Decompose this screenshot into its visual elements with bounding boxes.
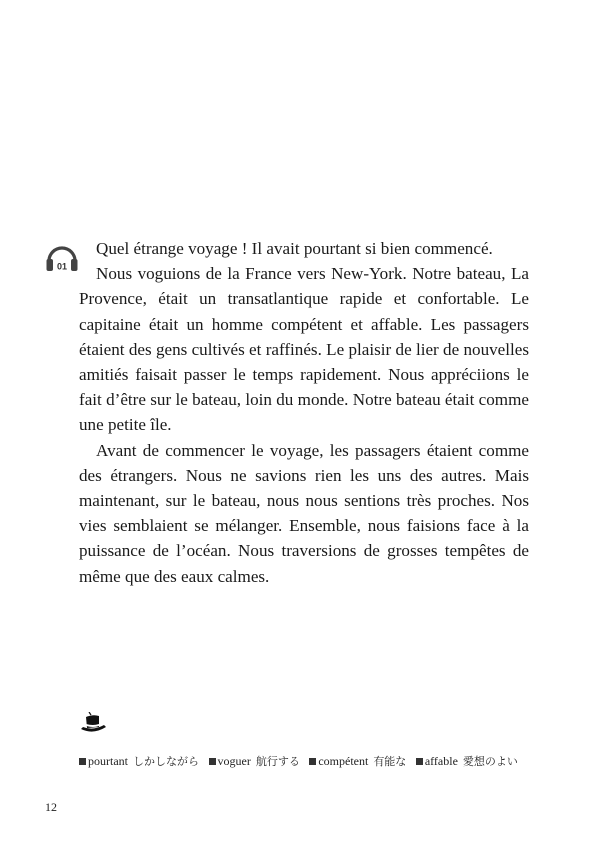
vocab-item: compétent 有能な (309, 755, 406, 768)
story-text (79, 236, 529, 589)
audio-track-number: 01 (56, 261, 68, 272)
paragraph-2: Nous voguions de la France vers New-York. Notre bateau, La Provence, était un transatlantique rapide et confortable. Le capitaine était un homme compétent et affable. Les passagers étaient des gens cultivés et raffinés. Le plaisir de lier de nouvelles amitiés faisait passer le temps rapidement. Nous appréciions le fait d’être sur le bateau, loin du monde. Notre bateau était comme une petite île. (79, 264, 529, 435)
vocab-item: pourtant しかしながら (79, 755, 199, 768)
paragraph-3: Avant de commencer le voyage, les passagers étaient comme des étrangers. Nous ne savions rien les uns des autres. Mais maintenant, sur le bateau, nous nous sentions très proches. Nos vies semblaient se mélanger. Ensemble, nous faisions face à la puissance de l’océan. Nous traversions de grosses tempêtes de même que des eaux calmes. (79, 440, 529, 586)
page-number: 12 (45, 800, 57, 814)
vocab-item: affable 愛想のよい (416, 755, 518, 768)
vocabulary-list (79, 754, 534, 769)
top-hat-icon (79, 712, 109, 736)
paragraph-1: Quel étrange voyage ! Il avait pourtant si bien commencé. (96, 239, 493, 258)
vocab-item: voguer 航行する (209, 755, 300, 768)
headphones-icon[interactable] (45, 244, 79, 274)
